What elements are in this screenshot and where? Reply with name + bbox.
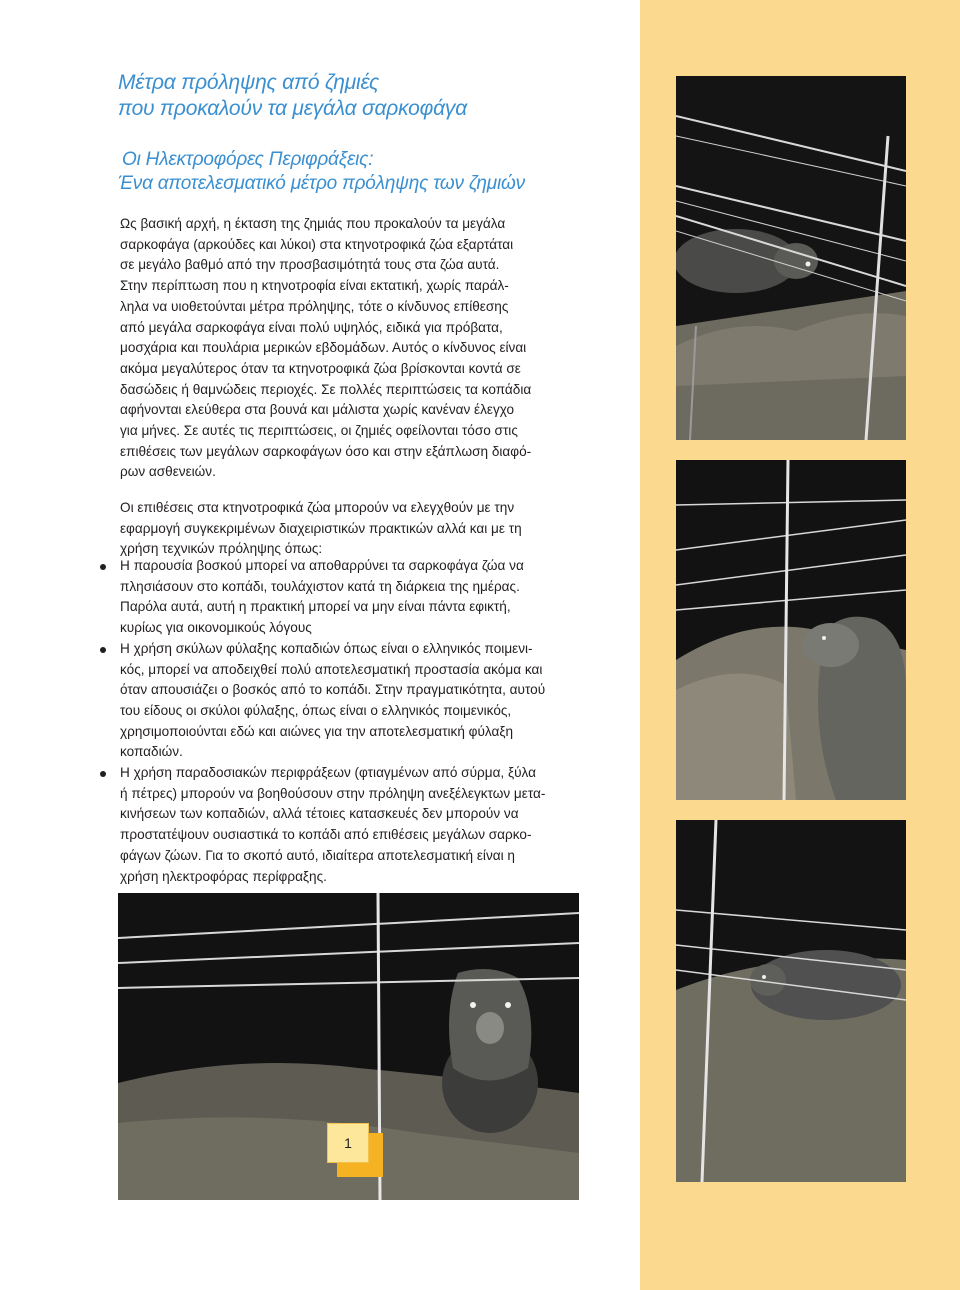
intro-paragraph-line: ρων ασθενειών.	[120, 464, 216, 480]
intro-paragraph-line: Στην περίπτωση που η κτηνοτροφία είναι εκτατική, χωρίς παράλ-	[120, 278, 509, 294]
intro-paragraph-line: από μεγάλα σαρκοφάγα είναι πολύ υψηλός, ειδικά για πρόβατα,	[120, 319, 503, 335]
bullet-icon	[100, 647, 106, 653]
list-item	[120, 556, 585, 639]
list-item-line: του είδους οι σκύλοι φύλαξης, όπως είναι ο ελληνικός ποιμενικός,	[120, 702, 512, 718]
list-item-line: κυρίως για οικονομικούς λόγους	[120, 620, 312, 636]
methods-paragraph	[120, 498, 585, 560]
bullet-icon	[100, 564, 106, 570]
list-item	[120, 763, 585, 887]
bullet-icon	[100, 771, 106, 777]
page-number: 1	[327, 1123, 369, 1163]
intro-paragraph-line: σαρκοφάγα (αρκούδες και λύκοι) στα κτηνοτροφικά ζώα εξαρτάται	[120, 236, 514, 252]
intro-paragraph-line: αφήνονται ελεύθερα στα βουνά και μάλιστα χωρίς κανέναν έλεγχο	[120, 402, 515, 418]
list-item-line: πλησιάσουν στο κοπάδι, τουλάχιστον κατά τη διάρκεια της ημέρας.	[120, 578, 520, 594]
list-item-line: κινήσεων των κοπαδιών, αλλά τέτοιες κατασκευές δεν μπορούν να	[120, 806, 519, 822]
intro-paragraph-line: ληλα να υιοθετούνται μέτρα πρόληψης, τότε ο κίνδυνος επίθεσης	[120, 298, 509, 314]
list-item-line: Η παρουσία βοσκού μπορεί να αποθαρρύνει τα σαρκοφάγα ζώα να	[120, 558, 524, 573]
bear-photo-2	[676, 460, 906, 800]
intro-paragraph-line: Ως βασική αρχή, η έκταση της ζημιάς που προκαλούν τα μεγάλα	[120, 216, 506, 231]
page-number-box	[327, 1123, 385, 1179]
list-item-line: προστατέψουν ουσιαστικά το κοπάδι από επιθέσεις μεγάλων σαρκο-	[120, 827, 532, 843]
intro-paragraph-line: μοσχάρια και πουλάρια μερικών εβδομάδων. Αυτός ο κίνδυνος είναι	[120, 340, 527, 356]
list-item-line: Η χρήση σκύλων φύλαξης κοπαδιών όπως είναι ο ελληνικός ποιμενι-	[120, 640, 533, 656]
prevention-methods-list	[120, 556, 585, 887]
methods-paragraph-line: χρήση τεχνικών πρόληψης όπως:	[120, 541, 323, 557]
bear-photo-3	[676, 820, 906, 1182]
methods-paragraph-line: εφαρμογή συγκεκριμένων διαχειριστικών πρακτικών αλλά και με τη	[120, 520, 522, 536]
intro-paragraph-line: δασώδεις ή θαμνώδεις περιοχές. Σε πολλές περιπτώσεις τα κοπάδια	[120, 381, 532, 397]
bear-photo-1	[676, 76, 906, 440]
page-title	[118, 70, 598, 122]
list-item-line: ή πέτρες) μπορούν να βοηθούσουν στην πρόληψη ανεξέλεγκτων μετα-	[120, 785, 546, 801]
list-item-line: χρήση ηλεκτροφόρας περίφραξης.	[120, 868, 327, 884]
intro-paragraph-line: επιθέσεις των μεγάλων σαρκοφάγων όσο και στην εξάπλωση διαφό-	[120, 443, 532, 459]
list-item-line: όταν απουσιάζει ο βοσκός από το κοπάδι. Στην πραγματικότητα, αυτού	[120, 682, 546, 698]
list-item-line: χρησιμοποιούνται εδώ και αιώνες για την αποτελεσματική φύλαξη	[120, 723, 514, 739]
section-subtitle	[118, 148, 598, 196]
intro-paragraph	[120, 214, 585, 483]
list-item-line: κοπαδιών.	[120, 744, 183, 760]
page-title-line1: Μέτρα πρόληψης από ζημιές	[118, 71, 379, 94]
list-item-line: Παρόλα αυτά, αυτή η πρακτική μπορεί να μην είναι πάντα εφικτή,	[120, 599, 511, 615]
list-item-line: κός, μπορεί να αποδειχθεί πολύ αποτελεσματική προστασία ακόμα και	[120, 661, 543, 677]
list-item-line: φάγων ζώων. Για το σκοπό αυτό, ιδιαίτερα αποτελεσματική είναι η	[120, 847, 515, 863]
intro-paragraph-line: ακόμα μεγαλύτερος όταν τα κτηνοτροφικά ζώα βρίσκονται κοντά σε	[120, 360, 521, 376]
list-item-line: Η χρήση παραδοσιακών περιφράξεων (φτιαγμένων από σύρμα, ξύλα	[120, 765, 536, 781]
section-subtitle-line2: Ένα αποτελεσματικό μέτρο πρόληψης των ζημιών	[118, 173, 525, 194]
intro-paragraph-line: για μήνες. Σε αυτές τις περιπτώσεις, οι ζημιές οφείλονται τόσο στις	[120, 423, 518, 439]
section-subtitle-line1: Οι Ηλεκτροφόρες Περιφράξεις:	[122, 149, 374, 170]
list-item	[120, 639, 585, 763]
page-title-line2: που προκαλούν τα μεγάλα σαρκοφάγα	[118, 97, 467, 120]
methods-paragraph-line: Οι επιθέσεις στα κτηνοτροφικά ζώα μπορούν να ελεγχθούν με την	[120, 500, 515, 515]
intro-paragraph-line: σε μεγάλο βαθμό από την προσβασιμότητά τους στα ζώα αυτά.	[120, 257, 500, 273]
